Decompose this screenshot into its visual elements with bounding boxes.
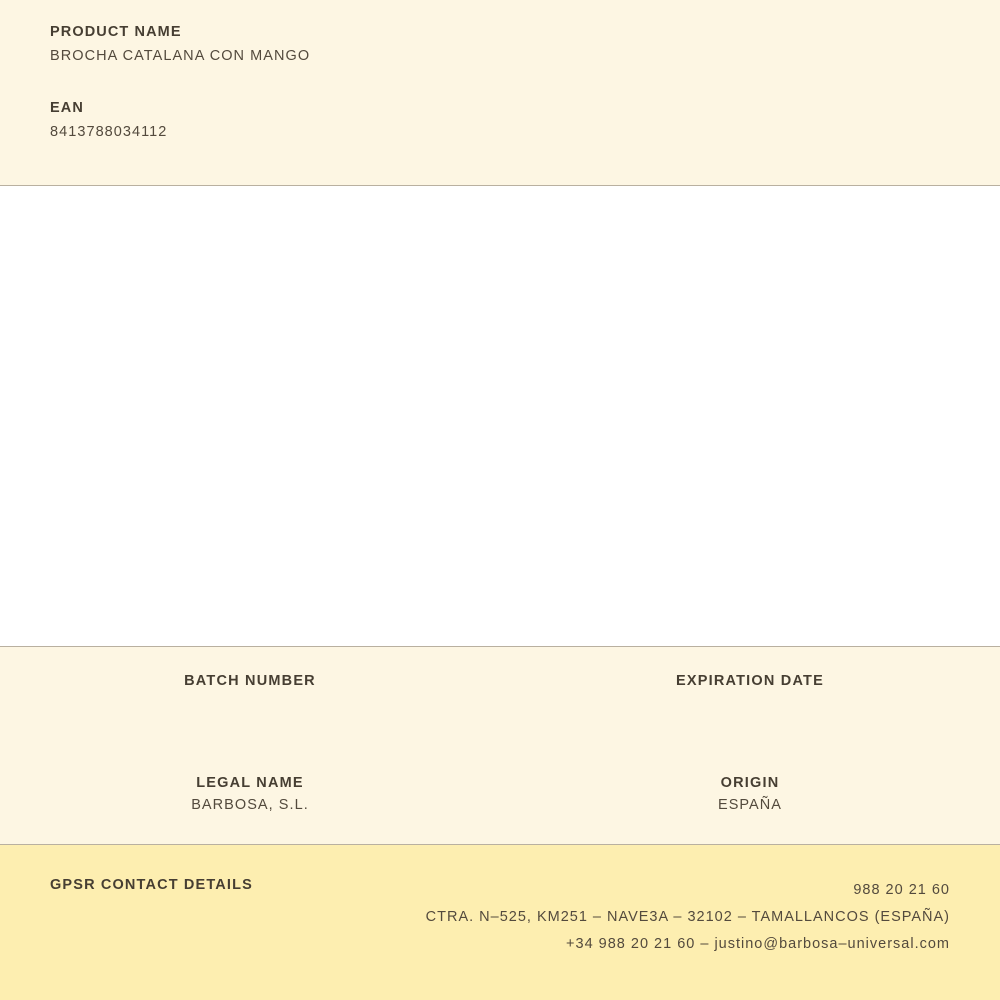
origin-label: ORIGIN (720, 775, 780, 791)
product-image-area (0, 186, 1000, 647)
ean-field (50, 100, 950, 140)
ean-value: 8413788034112 (50, 124, 168, 140)
origin-value: ESPAÑA (717, 797, 783, 813)
legal-name-label: LEGAL NAME (196, 775, 304, 791)
legal-name-cell (0, 775, 500, 815)
ean-label: EAN (50, 100, 84, 116)
gpsr-contact-lines (426, 877, 950, 958)
batch-number-cell (0, 673, 500, 713)
expiration-date-value (500, 695, 1000, 713)
gpsr-phone: 988 20 21 60 (853, 882, 950, 898)
product-name-label: PRODUCT NAME (50, 24, 182, 40)
product-name-field (50, 24, 950, 64)
gpsr-address: CTRA. N–525, KM251 – NAVE3A – 32102 – TAMALLANCOS (ESPAÑA) (425, 909, 950, 925)
product-name-value: BROCHA CATALANA CON MANGO (50, 48, 311, 64)
expiration-date-cell (500, 673, 1000, 713)
gpsr-contact-footer (0, 845, 1000, 1000)
legal-name-value: BARBOSA, S.L. (191, 797, 309, 813)
info-row-batch-expiration (0, 673, 1000, 713)
product-header (0, 0, 1000, 186)
gpsr-contact-email: +34 988 20 21 60 – justino@barbosa–universal.com (566, 936, 950, 952)
info-row-legal-origin (0, 775, 1000, 815)
batch-number-label: BATCH NUMBER (184, 673, 316, 689)
product-info-band (0, 647, 1000, 845)
origin-cell (500, 775, 1000, 815)
gpsr-contact-title: GPSR CONTACT DETAILS (50, 877, 253, 893)
batch-number-value (0, 695, 500, 713)
expiration-date-label: EXPIRATION DATE (676, 673, 824, 689)
